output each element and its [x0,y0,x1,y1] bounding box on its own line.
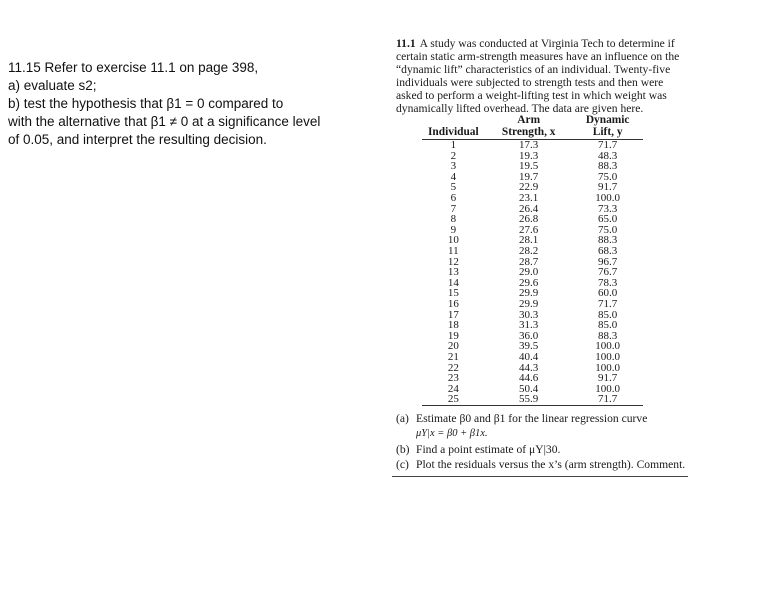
arm-strength-cell: 23.1 [519,192,539,204]
individual-cell: 3 [450,160,457,173]
arm-strength-cell: 26.4 [519,202,539,215]
dynamic-lift-cell: 91.7 [598,372,618,385]
exercise-number: 11.1 [396,37,416,50]
column-header: Arm [517,114,541,127]
part-text: Find a point estimate of μY|30. [416,443,561,457]
dynamic-lift-cell: 100.0 [595,382,621,395]
dynamic-lift-cell: 75.0 [598,223,618,236]
arm-strength-cell: 28.7 [519,255,539,268]
table-row [422,352,643,363]
individual-cell: 22 [447,361,459,374]
part-b [396,443,688,456]
data-table [422,115,643,405]
arm-strength-cell: 19.7 [519,170,539,183]
arm-strength-cell: 22.9 [519,181,539,194]
arm-strength-cell: 26.8 [519,213,539,226]
question-text [8,59,378,149]
part-label: (a) [396,411,409,425]
arm-strength-cell: 29.9 [519,287,539,300]
individual-cell: 13 [447,266,459,279]
dynamic-lift-cell: 75.0 [598,170,618,183]
column-header: Individual [422,127,485,139]
exercise-intro-text: A study was conducted at Virginia Tech to determine if certain static arm-strength measures have an influence on the “dynamic lift” characteristics of an individual. Twenty-five individuals were subjected to strength tests and then were asked to perform a weight-lifting test in which weight was dynamically lifted overhead. The data are given here. [396,37,680,115]
question-line: b) test the hypothesis that β1 = 0 compared to [8,96,284,111]
individual-cell: 21 [447,350,459,363]
question-line: with the alternative that β1 ≠ 0 at a significance level [8,114,321,129]
individual-cell: 19 [447,329,459,342]
individual-cell: 15 [447,287,459,300]
table-row [422,140,643,151]
dynamic-lift-cell: 48.3 [598,149,618,162]
column-header: Strength, x [485,127,573,139]
arm-strength-cell: 36.0 [519,329,539,342]
individual-cell: 5 [450,181,457,194]
arm-strength-cell: 50.4 [519,382,539,395]
dynamic-lift-cell: 91.7 [598,181,618,194]
dynamic-lift-cell: 73.3 [598,202,618,215]
dynamic-lift-cell: 76.7 [598,266,618,279]
dynamic-lift-cell: 100.0 [595,192,621,204]
table-row [422,246,643,257]
column-header: Lift, y [573,127,643,139]
dynamic-lift-cell: 71.7 [573,394,643,405]
individual-cell: 6 [450,192,457,204]
arm-strength-cell: 29.0 [519,266,539,279]
dynamic-lift-cell: 65.0 [598,213,618,226]
arm-strength-cell: 27.6 [519,223,539,236]
dynamic-lift-cell: 100.0 [595,361,621,374]
individual-cell: 20 [447,340,459,353]
dynamic-lift-cell: 85.0 [598,319,618,332]
individual-cell: 7 [450,202,457,215]
table-row [422,193,643,204]
arm-strength-cell: 55.9 [485,394,573,405]
exercise-parts [396,412,688,477]
textbook-excerpt [396,38,688,477]
arm-strength-cell: 28.1 [519,234,539,247]
dynamic-lift-cell: 71.7 [598,297,618,310]
dynamic-lift-cell: 85.0 [598,308,618,321]
dynamic-lift-cell: 88.3 [598,329,618,342]
arm-strength-cell: 44.3 [519,361,539,374]
individual-cell: 23 [447,372,459,385]
dynamic-lift-cell: 100.0 [595,340,621,353]
arm-strength-cell: 19.3 [519,149,539,162]
table-row [422,299,643,310]
dynamic-lift-cell: 96.7 [598,255,618,268]
individual-cell: 16 [447,297,459,310]
arm-strength-cell: 30.3 [519,308,539,321]
individual-cell: 14 [447,276,459,289]
regression-formula: μY|x = β0 + β1x. [416,428,488,440]
part-label: (b) [396,443,410,457]
arm-strength-cell: 44.6 [519,372,539,385]
arm-strength-cell: 29.6 [519,276,539,289]
individual-cell: 25 [422,394,485,405]
dynamic-lift-cell: 88.3 [598,234,618,247]
part-label: (c) [396,458,409,472]
dynamic-lift-cell: 88.3 [598,160,618,173]
dynamic-lift-cell: 60.0 [598,287,618,300]
arm-strength-cell: 19.5 [519,160,539,173]
individual-cell: 24 [447,382,459,395]
question-line: 11.15 Refer to exercise 11.1 on page 398, [8,60,259,75]
arm-strength-cell: 39.5 [519,340,539,353]
individual-cell: 12 [447,255,459,268]
individual-cell: 18 [447,319,459,332]
table-body [422,140,643,406]
individual-cell: 1 [450,139,457,152]
arm-strength-cell: 28.2 [519,244,539,257]
exercise-intro [396,38,688,115]
individual-cell: 10 [447,234,459,247]
column-header: Dynamic [585,114,630,127]
individual-cell: 9 [450,223,457,236]
divider [392,476,688,477]
individual-cell: 17 [447,308,459,321]
question-line: of 0.05, and interpret the resulting decision. [8,132,267,147]
arm-strength-cell: 17.3 [519,139,539,152]
part-text: Plot the residuals versus the x’s (arm strength). Comment. [416,458,686,472]
part-c [396,458,688,471]
individual-cell: 4 [450,170,457,183]
individual-cell: 2 [450,149,457,162]
dynamic-lift-cell: 100.0 [595,350,621,363]
dynamic-lift-cell: 71.7 [598,139,618,152]
arm-strength-cell: 29.9 [519,297,539,310]
question-line: a) evaluate s2; [8,78,97,93]
dynamic-lift-cell: 78.3 [598,276,618,289]
arm-strength-cell: 40.4 [519,350,539,363]
dynamic-lift-cell: 68.3 [598,244,618,257]
individual-cell: 11 [448,244,459,257]
part-a [396,412,688,425]
part-text: Estimate β0 and β1 for the linear regression curve [416,411,648,425]
table-row [422,394,643,405]
arm-strength-cell: 31.3 [519,319,539,332]
individual-cell: 8 [450,213,457,226]
